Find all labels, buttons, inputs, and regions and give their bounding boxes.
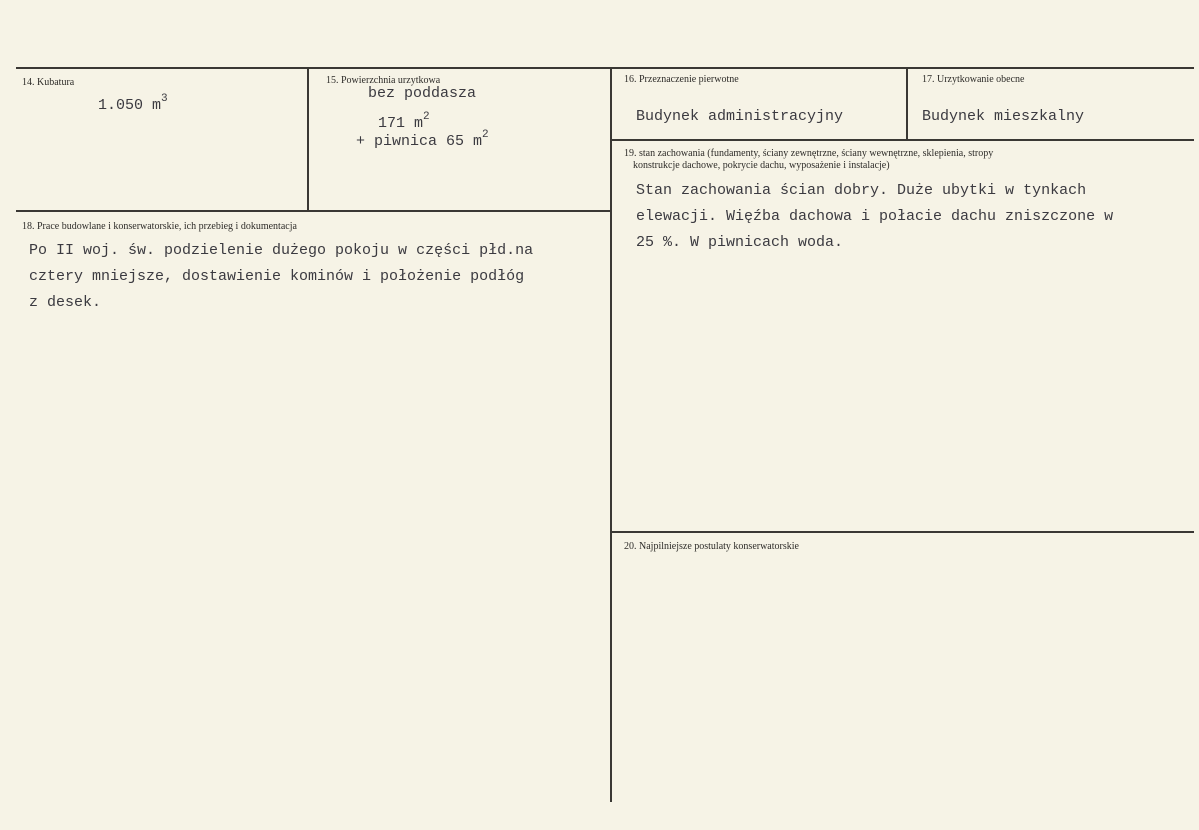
field-15-line-3 — [356, 124, 489, 155]
field-14-label: 14. Kubatura — [22, 77, 75, 88]
field-15-line-3-exponent: 2 — [482, 129, 489, 141]
field-19-line-1: Stan zachowania ścian dobry. Duże ubytki w tynkach — [636, 182, 1087, 199]
row-divider-right-bottom — [612, 531, 1194, 533]
field-16-value: Budynek administracyjny — [636, 108, 844, 125]
field-14-value-exponent: 3 — [161, 93, 168, 105]
row-divider-left — [16, 210, 612, 212]
row-divider-right-top — [612, 139, 1194, 141]
field-19-label-line-2: konstrukcje dachowe, pokrycie dachu, wyposażenie i instalacje) — [633, 160, 890, 171]
column-divider-14-15 — [307, 67, 309, 211]
field-16-label: 16. Przeznaczenie pierwotne — [624, 74, 739, 85]
top-border-line — [16, 67, 1194, 69]
field-19-line-2: elewacji. Więźba dachowa i połacie dachu zniszczone w — [636, 208, 1114, 225]
field-18-line-1: Po II woj. św. podzielenie dużego pokoju w części płd.na — [29, 242, 534, 259]
field-18-line-3: z desek. — [29, 294, 102, 311]
field-20-label: 20. Najpilniejsze postulaty konserwatorskie — [624, 541, 799, 552]
field-18-label: 18. Prace budowlane i konserwatorskie, ich przebieg i dokumentacja — [22, 221, 297, 232]
field-17-value: Budynek mieszkalny — [922, 108, 1085, 125]
field-17-label: 17. Urzytkowanie obecne — [922, 74, 1025, 85]
field-15-line-1: bez poddasza — [368, 85, 477, 102]
field-18-line-2: cztery mniejsze, dostawienie kominów i położenie podłóg — [29, 268, 525, 285]
field-14-value — [98, 88, 168, 119]
field-14-value-number: 1.050 m — [98, 97, 162, 114]
column-divider-16-17 — [906, 67, 908, 139]
field-15-line-2-exponent: 2 — [423, 111, 430, 123]
field-15-line-3-number: + piwnica 65 m — [356, 133, 483, 150]
field-15-label: 15. Powierzchnia urzytkowa — [326, 75, 441, 86]
field-19-line-3: 25 %. W piwnicach woda. — [636, 234, 844, 251]
field-15-line-2-number: 171 m — [378, 115, 424, 132]
field-19-label-line-1: 19. stan zachowania (fundamenty, ściany zewnętrzne, ściany wewnętrzne, sklepienia, stropy — [624, 148, 994, 159]
column-divider-main — [610, 67, 612, 802]
